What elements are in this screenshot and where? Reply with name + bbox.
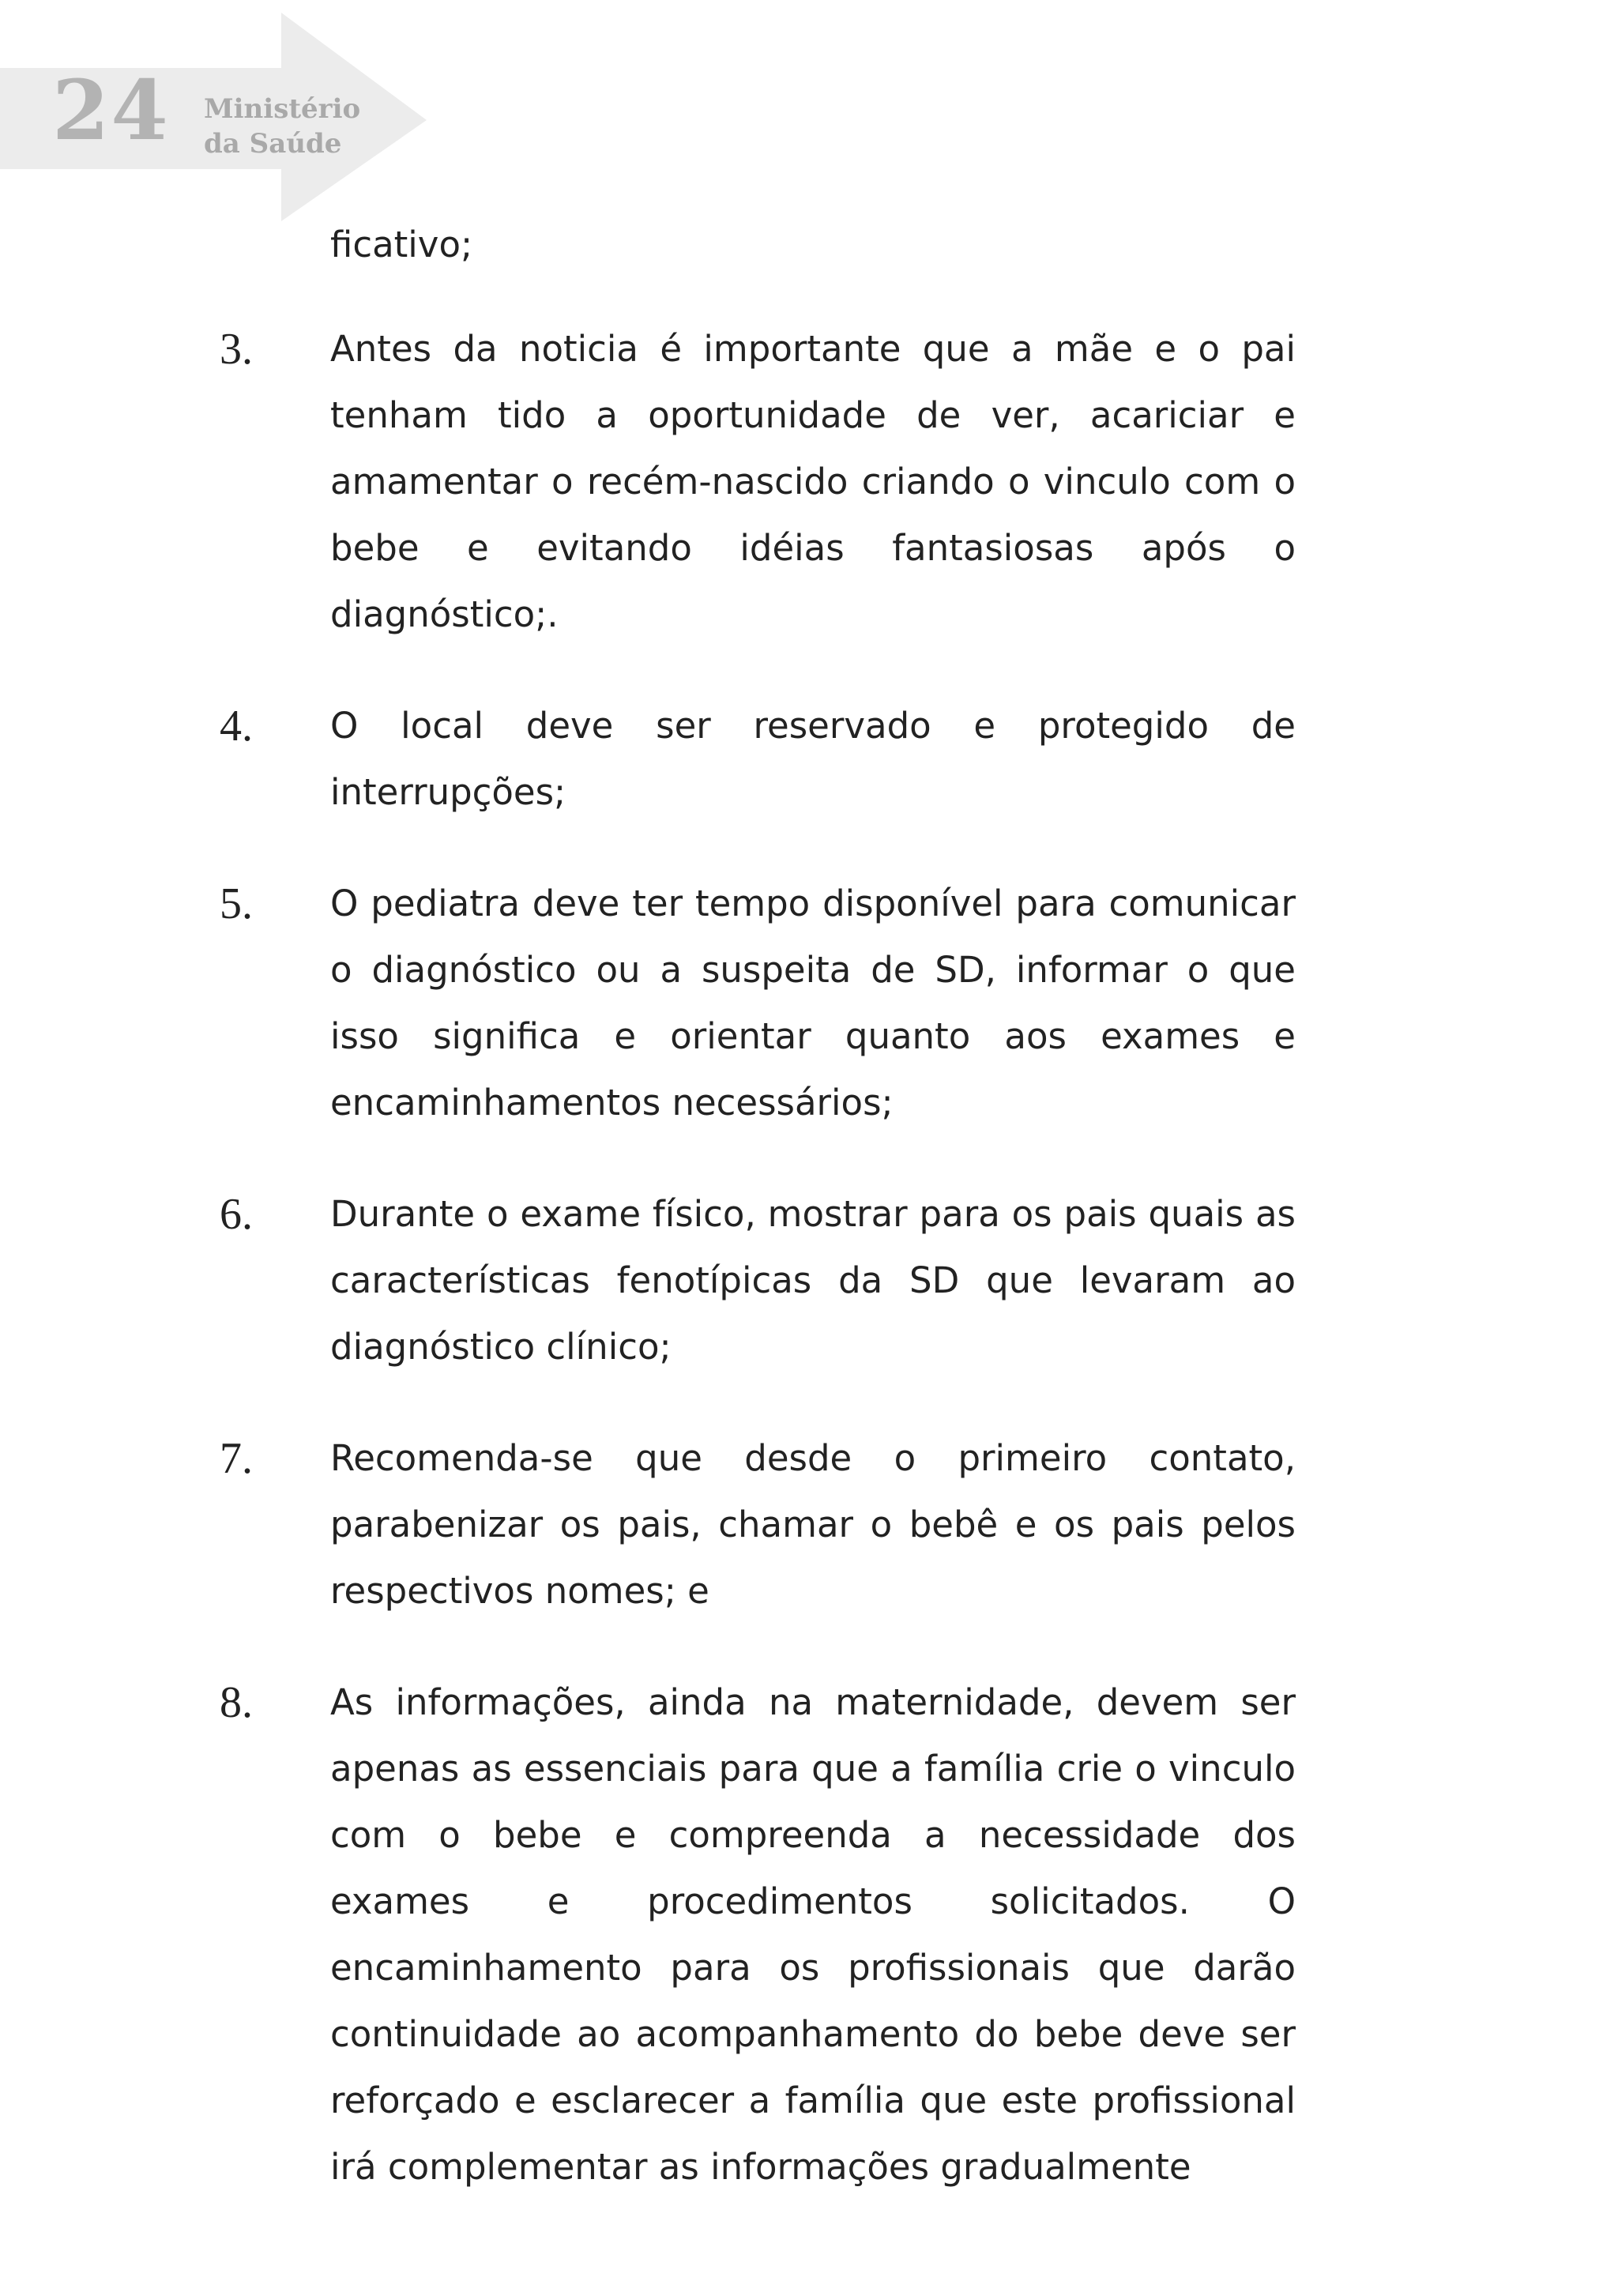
list-item-text: As informações, ainda na maternidade, devem ser apenas as essenciais para que a família crie o vinculo com o bebe e compreenda a necessidade dos exames e procedimentos solicitados. O encaminhamento para os profissionais que darão continuidade ao acompanhamento do bebe deve ser reforçado e esclarecer a família que este profissional irá complementar as informações gradualmente bbox=[330, 1681, 1296, 2188]
publisher-line-1: Ministério bbox=[204, 93, 361, 125]
continuation-text: ficativo; bbox=[330, 224, 473, 265]
publisher-line-2: da Saúde bbox=[204, 128, 342, 160]
list-item bbox=[0, 1669, 1618, 2200]
numbered-list bbox=[0, 316, 1618, 2245]
list-item-number: 4. bbox=[220, 702, 253, 751]
list-item-number: 8. bbox=[220, 1678, 253, 1727]
list-item-text: O pediatra deve ter tempo disponível para comunicar o diagnóstico ou a suspeita de SD, informar o que isso significa e orientar quanto aos exames e encaminhamentos necessários; bbox=[330, 883, 1296, 1124]
page-number: 24 bbox=[52, 62, 170, 159]
list-item-text: Durante o exame físico, mostrar para os pais quais as características fenotípicas da SD que levaram ao diagnóstico clínico; bbox=[330, 1193, 1296, 1368]
list-item bbox=[0, 693, 1618, 826]
list-item-number: 6. bbox=[220, 1190, 253, 1239]
list-item-number: 5. bbox=[220, 879, 253, 928]
list-item bbox=[0, 316, 1618, 648]
list-item-text: Antes da noticia é importante que a mãe e o pai tenham tido a oportunidade de ver, acariciar e amamentar o recém-nascido criando o vinculo com o bebe e evitando idéias fantasiosas após o diagnóstico;. bbox=[330, 328, 1296, 635]
list-item bbox=[0, 1181, 1618, 1380]
list-item-text: O local deve ser reservado e protegido de interrupções; bbox=[330, 705, 1296, 813]
list-item-number: 3. bbox=[220, 325, 253, 374]
list-item bbox=[0, 871, 1618, 1136]
list-item-number: 7. bbox=[220, 1434, 253, 1483]
list-item-text: Recomenda-se que desde o primeiro contato, parabenizar os pais, chamar o bebê e os pais pelos respectivos nomes; e bbox=[330, 1437, 1296, 1612]
list-item bbox=[0, 1425, 1618, 1624]
publisher-label bbox=[204, 92, 360, 161]
